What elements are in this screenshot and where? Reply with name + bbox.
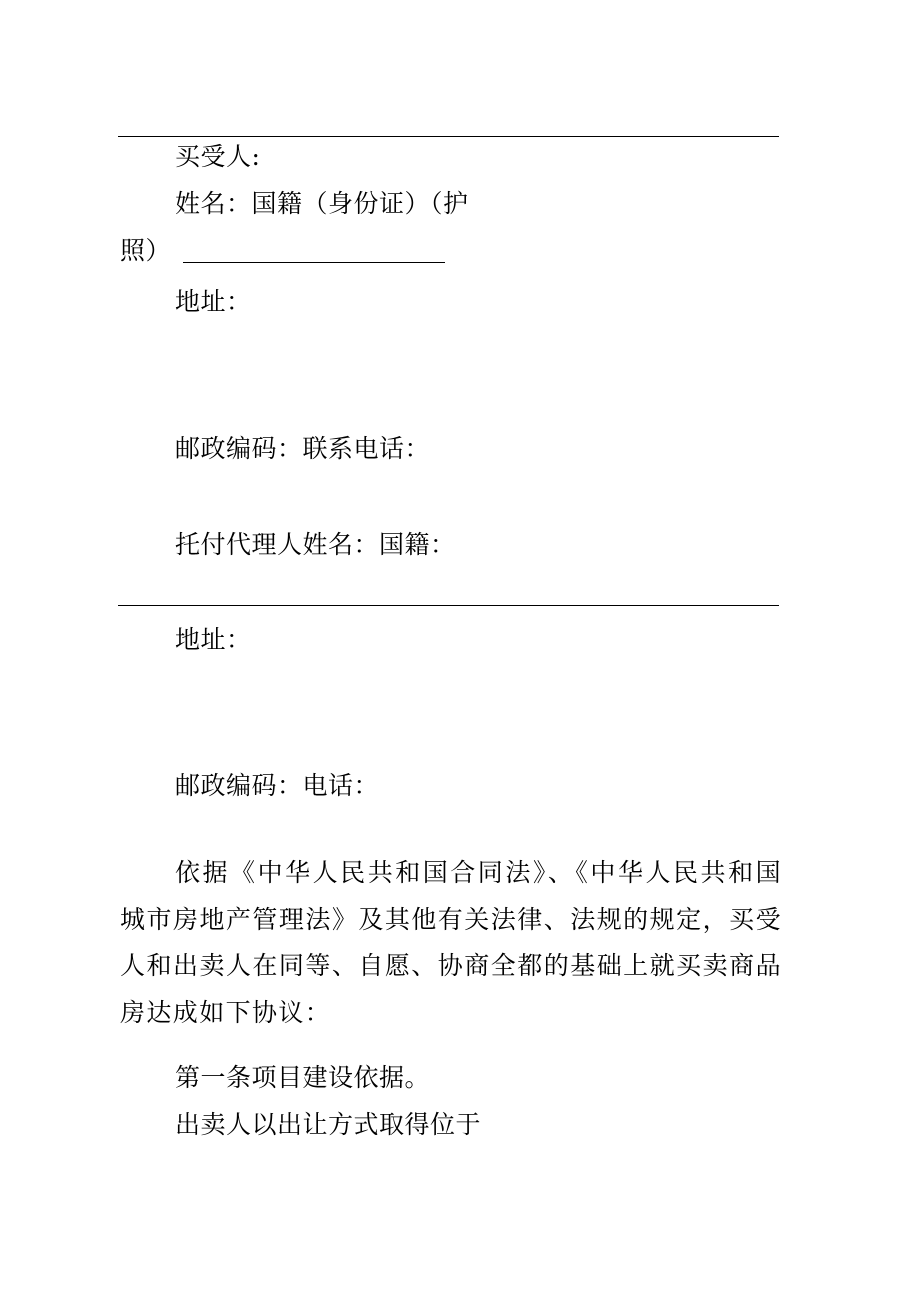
agent-name-label: 托付代理人姓名：国籍： <box>175 530 456 559</box>
buyer-address-label: 地址： <box>175 287 252 316</box>
buyer-passport-line: 照） <box>120 236 172 265</box>
article-1-text: 出卖人以出让方式取得位于 <box>175 1110 482 1139</box>
top-divider <box>118 136 779 137</box>
buyer-heading: 买受人: <box>175 142 261 171</box>
middle-divider <box>118 605 779 606</box>
agent-address-label: 地址： <box>175 625 252 654</box>
article-1-title: 第一条项目建设依据。 <box>175 1063 431 1092</box>
contract-preamble: 依据《中华人民共和国合同法》、《中华人民共和国城市房地产管理法》及其他有关法律、法规的规定，买受人和出卖人在同等、自愿、协商全都的基础上就买卖商品房达成如下协议： <box>120 858 782 1027</box>
buyer-name-line: 姓名：国籍（身份证）（护 <box>175 189 469 218</box>
agent-postal-phone-label: 邮政编码：电话： <box>175 771 380 800</box>
passport-blank-field <box>183 262 445 263</box>
buyer-postal-phone-label: 邮政编码：联系电话： <box>175 434 431 463</box>
